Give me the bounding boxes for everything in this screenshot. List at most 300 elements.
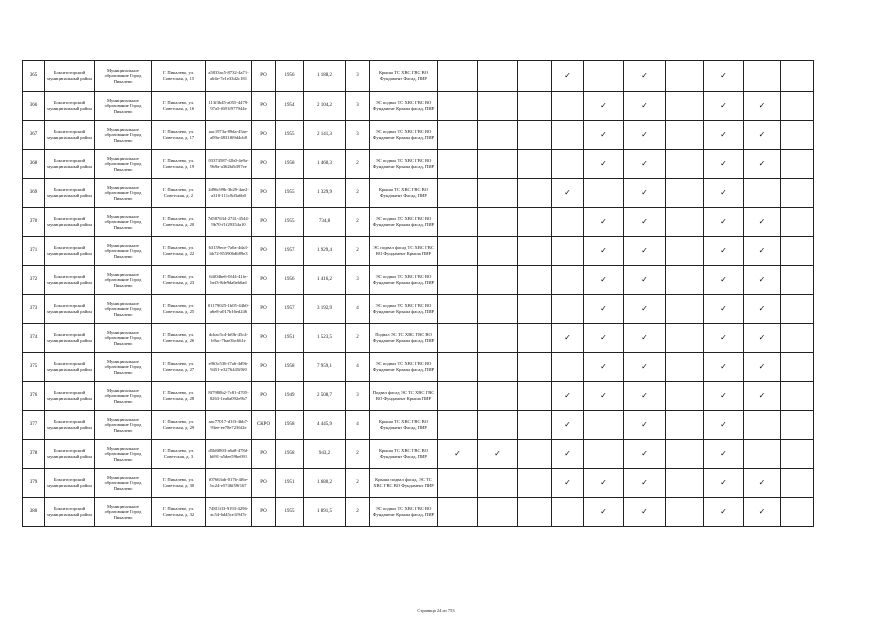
empty-cell bbox=[781, 61, 814, 92]
building-id-cell: 63159ece-7a0a-4da3-bb72-853906d689e3 bbox=[206, 237, 252, 266]
table-row bbox=[23, 295, 814, 324]
building-id-cell: a5833ac5-8732-4a71-a64e-7e1e33d2c181 bbox=[206, 61, 252, 92]
district-cell: Бокситогорский муниципальный район bbox=[45, 266, 95, 295]
empty-cell bbox=[518, 179, 552, 208]
empty-cell bbox=[666, 179, 704, 208]
empty-cell bbox=[584, 61, 624, 92]
works-cell: Крыша ТС ХВС ГВС ВО Фундамент Фасад, ПИР bbox=[370, 411, 438, 440]
row-number: 366 bbox=[23, 92, 45, 121]
check-mark-icon: ✓ bbox=[624, 498, 666, 527]
year-cell: 1956 bbox=[276, 266, 304, 295]
check-mark-icon: ✓ bbox=[584, 295, 624, 324]
empty-cell bbox=[438, 121, 478, 150]
check-mark-icon: ✓ bbox=[704, 266, 744, 295]
ownership-cell: РО bbox=[252, 469, 276, 498]
check-mark-icon: ✓ bbox=[584, 498, 624, 527]
check-mark-icon: ✓ bbox=[584, 208, 624, 237]
settlement-cell: Муниципальное образование Город Пикалево bbox=[95, 353, 152, 382]
empty-cell bbox=[438, 295, 478, 324]
year-cell: 1954 bbox=[276, 92, 304, 121]
table-row bbox=[23, 208, 814, 237]
empty-cell bbox=[438, 266, 478, 295]
empty-cell bbox=[438, 498, 478, 527]
floors-cell: 2 bbox=[346, 440, 370, 469]
check-mark-icon: ✓ bbox=[438, 440, 478, 469]
settlement-cell: Муниципальное образование Город Пикалево bbox=[95, 382, 152, 411]
check-mark-icon: ✓ bbox=[704, 121, 744, 150]
district-cell: Бокситогорский муниципальный район bbox=[45, 92, 95, 121]
works-cell: ЭС подвал ТС ХВС ГВС ВО Фундамент Крыша фасад, ПИР bbox=[370, 121, 438, 150]
empty-cell bbox=[781, 179, 814, 208]
row-number: 368 bbox=[23, 150, 45, 179]
floors-cell: 2 bbox=[346, 324, 370, 353]
table-row bbox=[23, 324, 814, 353]
empty-cell bbox=[552, 150, 584, 179]
floors-cell: 3 bbox=[346, 266, 370, 295]
empty-cell bbox=[518, 469, 552, 498]
year-cell: 1949 bbox=[276, 382, 304, 411]
area-cell: 734,8 bbox=[304, 208, 346, 237]
empty-cell bbox=[518, 324, 552, 353]
check-mark-icon: ✓ bbox=[624, 92, 666, 121]
address-cell: Г. Пикалево, ул. Советская, д. 30 bbox=[152, 469, 206, 498]
table-row bbox=[23, 237, 814, 266]
check-mark-icon: ✓ bbox=[584, 266, 624, 295]
ownership-cell: РО bbox=[252, 324, 276, 353]
empty-cell bbox=[518, 92, 552, 121]
empty-cell bbox=[666, 498, 704, 527]
building-id-cell: 2d96c99b-3b29-4ae2-a310-111c8d3a6b0 bbox=[206, 179, 252, 208]
check-mark-icon: ✓ bbox=[704, 179, 744, 208]
year-cell: 1957 bbox=[276, 295, 304, 324]
page-footer: Страница 24 из 753 bbox=[417, 608, 455, 613]
ownership-cell: РО bbox=[252, 353, 276, 382]
check-mark-icon: ✓ bbox=[744, 295, 781, 324]
table-row bbox=[23, 382, 814, 411]
floors-cell: 2 bbox=[346, 237, 370, 266]
row-number: 380 bbox=[23, 498, 45, 527]
check-mark-icon: ✓ bbox=[624, 150, 666, 179]
check-mark-icon: ✓ bbox=[584, 382, 624, 411]
ownership-cell: РО bbox=[252, 150, 276, 179]
year-cell: 1955 bbox=[276, 498, 304, 527]
works-cell: Подвал фасад ЭС ТС ХВС ГВС ВО Фундамент Крыша ПИР bbox=[370, 382, 438, 411]
year-cell: 1958 bbox=[276, 411, 304, 440]
address-cell: Г. Пикалево, ул. Советская, д. 32 bbox=[152, 498, 206, 527]
check-mark-icon: ✓ bbox=[624, 469, 666, 498]
address-cell: Г. Пикалево, ул. Советская, д. 28 bbox=[152, 382, 206, 411]
row-number: 370 bbox=[23, 208, 45, 237]
empty-cell bbox=[781, 324, 814, 353]
row-number: 376 bbox=[23, 382, 45, 411]
check-mark-icon: ✓ bbox=[584, 324, 624, 353]
works-cell: ЭС подвал ТС ХВС ГВС ВО Фундамент Крыша фасад, ПИР bbox=[370, 266, 438, 295]
district-cell: Бокситогорский муниципальный район bbox=[45, 382, 95, 411]
check-mark-icon: ✓ bbox=[624, 121, 666, 150]
table-row bbox=[23, 92, 814, 121]
check-mark-icon: ✓ bbox=[552, 179, 584, 208]
check-mark-icon: ✓ bbox=[624, 353, 666, 382]
area-cell: 943,2 bbox=[304, 440, 346, 469]
empty-cell bbox=[781, 353, 814, 382]
ownership-cell: РО bbox=[252, 440, 276, 469]
settlement-cell: Муниципальное образование Город Пикалево bbox=[95, 498, 152, 527]
works-cell: Крыша ТС ХВС ГВС ВО Фундамент Фасад, ПИР bbox=[370, 61, 438, 92]
empty-cell bbox=[666, 295, 704, 324]
building-id-cell: 64f04be6-0f44-41fe-bef3-8de9da6eb6ad bbox=[206, 266, 252, 295]
settlement-cell: Муниципальное образование Город Пикалево bbox=[95, 208, 152, 237]
check-mark-icon: ✓ bbox=[744, 324, 781, 353]
empty-cell bbox=[478, 411, 518, 440]
floors-cell: 2 bbox=[346, 179, 370, 208]
empty-cell bbox=[438, 324, 478, 353]
empty-cell bbox=[518, 440, 552, 469]
empty-cell bbox=[666, 353, 704, 382]
empty-cell bbox=[666, 324, 704, 353]
empty-cell bbox=[666, 61, 704, 92]
settlement-cell: Муниципальное образование Город Пикалево bbox=[95, 237, 152, 266]
check-mark-icon: ✓ bbox=[704, 469, 744, 498]
empty-cell bbox=[438, 469, 478, 498]
works-cell: ЭС подвал ТС ХВС ГВС ВО Фундамент Крыша фасад, ПИР bbox=[370, 92, 438, 121]
year-cell: 1951 bbox=[276, 469, 304, 498]
empty-cell bbox=[552, 353, 584, 382]
empty-cell bbox=[518, 150, 552, 179]
empty-cell bbox=[666, 440, 704, 469]
check-mark-icon: ✓ bbox=[624, 61, 666, 92]
empty-cell bbox=[666, 469, 704, 498]
housing-table bbox=[22, 60, 814, 527]
empty-cell bbox=[438, 179, 478, 208]
ownership-cell: РО bbox=[252, 237, 276, 266]
works-cell: Крыша подвал фасад, ЭС ТС ХВС ГВС ВО Фундамент ПИР bbox=[370, 469, 438, 498]
empty-cell bbox=[781, 208, 814, 237]
settlement-cell: Муниципальное образование Город Пикалево bbox=[95, 411, 152, 440]
empty-cell bbox=[438, 382, 478, 411]
works-cell: Крыша ТС ХВС ГВС ВО Фундамент Фасад, ПИР bbox=[370, 179, 438, 208]
table-row bbox=[23, 353, 814, 382]
check-mark-icon: ✓ bbox=[704, 237, 744, 266]
empty-cell bbox=[478, 208, 518, 237]
empty-cell bbox=[478, 92, 518, 121]
empty-cell bbox=[518, 208, 552, 237]
row-number: 374 bbox=[23, 324, 45, 353]
building-id-cell: aac1973a-89da-45ae-a09a-4831f69d4cb8 bbox=[206, 121, 252, 150]
empty-cell bbox=[781, 411, 814, 440]
table-row bbox=[23, 469, 814, 498]
check-mark-icon: ✓ bbox=[478, 440, 518, 469]
area-cell: 1 680,2 bbox=[304, 469, 346, 498]
district-cell: Бокситогорский муниципальный район bbox=[45, 295, 95, 324]
check-mark-icon: ✓ bbox=[744, 469, 781, 498]
check-mark-icon: ✓ bbox=[704, 324, 744, 353]
area-cell: 2 141,3 bbox=[304, 121, 346, 150]
check-mark-icon: ✓ bbox=[584, 237, 624, 266]
works-cell: ЭС подвал фасад ТС ХВС ГВС ВО Фундамент Крыша ПИР bbox=[370, 237, 438, 266]
address-cell: Г. Пикалево, ул. Советская, д. 19 bbox=[152, 150, 206, 179]
year-cell: 1958 bbox=[276, 353, 304, 382]
works-cell: ЭС подвал ТС ХВС ГВС ВО Фундамент Крыша фасад, ПИР bbox=[370, 353, 438, 382]
empty-cell bbox=[744, 411, 781, 440]
address-cell: Г. Пикалево, ул. Советская, д. 17 bbox=[152, 121, 206, 150]
empty-cell bbox=[438, 237, 478, 266]
works-cell: ЭС подвал ТС ХВС ГВС ВО Фундамент Крыша фасад, ПИР bbox=[370, 498, 438, 527]
check-mark-icon: ✓ bbox=[584, 353, 624, 382]
works-cell: ЭС подвал ТС ХВС ГВС ВО Фундамент Крыша фасад, ПИР bbox=[370, 208, 438, 237]
empty-cell bbox=[781, 440, 814, 469]
empty-cell bbox=[666, 411, 704, 440]
check-mark-icon: ✓ bbox=[744, 121, 781, 150]
district-cell: Бокситогорский муниципальный район bbox=[45, 208, 95, 237]
empty-cell bbox=[584, 440, 624, 469]
ownership-cell: РО bbox=[252, 382, 276, 411]
empty-cell bbox=[478, 382, 518, 411]
district-cell: Бокситогорский муниципальный район bbox=[45, 498, 95, 527]
empty-cell bbox=[478, 469, 518, 498]
row-number: 378 bbox=[23, 440, 45, 469]
settlement-cell: Муниципальное образование Город Пикалево bbox=[95, 92, 152, 121]
empty-cell bbox=[584, 411, 624, 440]
row-number: 367 bbox=[23, 121, 45, 150]
table-row bbox=[23, 61, 814, 92]
check-mark-icon: ✓ bbox=[704, 150, 744, 179]
check-mark-icon: ✓ bbox=[624, 295, 666, 324]
check-mark-icon: ✓ bbox=[704, 353, 744, 382]
building-id-cell: aac77017-d1f3-4bb7-93ee-ee78e7236f2e bbox=[206, 411, 252, 440]
check-mark-icon: ✓ bbox=[552, 382, 584, 411]
settlement-cell: Муниципальное образование Город Пикалево bbox=[95, 150, 152, 179]
ownership-cell: РО bbox=[252, 295, 276, 324]
empty-cell bbox=[552, 121, 584, 150]
settlement-cell: Муниципальное образование Город Пикалево bbox=[95, 266, 152, 295]
ownership-cell: РО bbox=[252, 121, 276, 150]
empty-cell bbox=[666, 150, 704, 179]
empty-cell bbox=[744, 179, 781, 208]
settlement-cell: Муниципальное образование Город Пикалево bbox=[95, 179, 152, 208]
empty-cell bbox=[438, 353, 478, 382]
floors-cell: 3 bbox=[346, 382, 370, 411]
district-cell: Бокситогорский муниципальный район bbox=[45, 469, 95, 498]
empty-cell bbox=[666, 237, 704, 266]
floors-cell: 2 bbox=[346, 150, 370, 179]
year-cell: 1958 bbox=[276, 150, 304, 179]
check-mark-icon: ✓ bbox=[744, 498, 781, 527]
empty-cell bbox=[666, 92, 704, 121]
floors-cell: 3 bbox=[346, 92, 370, 121]
empty-cell bbox=[781, 469, 814, 498]
address-cell: Г. Пикалево, ул. Советская, д. 15 bbox=[152, 61, 206, 92]
empty-cell bbox=[781, 237, 814, 266]
table-row bbox=[23, 121, 814, 150]
area-cell: 1 329,9 bbox=[304, 179, 346, 208]
floors-cell: 4 bbox=[346, 411, 370, 440]
district-cell: Бокситогорский муниципальный район bbox=[45, 353, 95, 382]
empty-cell bbox=[552, 266, 584, 295]
empty-cell bbox=[478, 237, 518, 266]
empty-cell bbox=[478, 324, 518, 353]
empty-cell bbox=[438, 208, 478, 237]
table-row bbox=[23, 440, 814, 469]
empty-cell bbox=[552, 208, 584, 237]
building-id-cell: 74811ff3-9193-4296-ac54-6d45ce1f947e bbox=[206, 498, 252, 527]
row-number: 375 bbox=[23, 353, 45, 382]
area-cell: 4 445,9 bbox=[304, 411, 346, 440]
ownership-cell: РО bbox=[252, 179, 276, 208]
floors-cell: 3 bbox=[346, 61, 370, 92]
check-mark-icon: ✓ bbox=[744, 150, 781, 179]
district-cell: Бокситогорский муниципальный район bbox=[45, 179, 95, 208]
area-cell: 2 104,2 bbox=[304, 92, 346, 121]
address-cell: Г. Пикалево, ул. Советская, д. 2 bbox=[152, 179, 206, 208]
empty-cell bbox=[518, 121, 552, 150]
row-number: 372 bbox=[23, 266, 45, 295]
district-cell: Бокситогорский муниципальный район bbox=[45, 150, 95, 179]
empty-cell bbox=[478, 61, 518, 92]
check-mark-icon: ✓ bbox=[704, 61, 744, 92]
empty-cell bbox=[666, 382, 704, 411]
empty-cell bbox=[552, 237, 584, 266]
check-mark-icon: ✓ bbox=[552, 469, 584, 498]
check-mark-icon: ✓ bbox=[744, 208, 781, 237]
settlement-cell: Муниципальное образование Город Пикалево bbox=[95, 295, 152, 324]
district-cell: Бокситогорский муниципальный район bbox=[45, 440, 95, 469]
area-cell: 1 891,5 bbox=[304, 498, 346, 527]
floors-cell: 2 bbox=[346, 469, 370, 498]
row-number: 377 bbox=[23, 411, 45, 440]
ownership-cell: РО bbox=[252, 266, 276, 295]
empty-cell bbox=[518, 295, 552, 324]
building-id-cell: 8f7980b2-7c81-4705-8263-1ea6a092e9b7 bbox=[206, 382, 252, 411]
empty-cell bbox=[518, 237, 552, 266]
empty-cell bbox=[518, 61, 552, 92]
row-number: 371 bbox=[23, 237, 45, 266]
check-mark-icon: ✓ bbox=[552, 411, 584, 440]
district-cell: Бокситогорский муниципальный район bbox=[45, 237, 95, 266]
check-mark-icon: ✓ bbox=[704, 440, 744, 469]
table-row bbox=[23, 266, 814, 295]
area-cell: 1 188,2 bbox=[304, 61, 346, 92]
check-mark-icon: ✓ bbox=[552, 440, 584, 469]
empty-cell bbox=[478, 498, 518, 527]
address-cell: Г. Пикалево, ул. Советская, д. 3 bbox=[152, 440, 206, 469]
empty-cell bbox=[552, 92, 584, 121]
address-cell: Г. Пикалево, ул. Советская, д. 27 bbox=[152, 353, 206, 382]
year-cell: 1955 bbox=[276, 179, 304, 208]
building-id-cell: dcbac5c4-bf0b-45c4-b9ac-7bae3bc661e bbox=[206, 324, 252, 353]
check-mark-icon: ✓ bbox=[624, 440, 666, 469]
empty-cell bbox=[478, 295, 518, 324]
empty-cell bbox=[666, 208, 704, 237]
empty-cell bbox=[666, 266, 704, 295]
empty-cell bbox=[478, 121, 518, 150]
check-mark-icon: ✓ bbox=[552, 61, 584, 92]
check-mark-icon: ✓ bbox=[704, 208, 744, 237]
settlement-cell: Муниципальное образование Город Пикалево bbox=[95, 121, 152, 150]
building-id-cell: 113f3b45-a055-4479-97a5-f691f977944e bbox=[206, 92, 252, 121]
check-mark-icon: ✓ bbox=[624, 208, 666, 237]
floors-cell: 2 bbox=[346, 498, 370, 527]
district-cell: Бокситогорский муниципальный район bbox=[45, 324, 95, 353]
row-number: 379 bbox=[23, 469, 45, 498]
empty-cell bbox=[666, 121, 704, 150]
settlement-cell: Муниципальное образование Город Пикалево bbox=[95, 324, 152, 353]
check-mark-icon: ✓ bbox=[584, 92, 624, 121]
settlement-cell: Муниципальное образование Город Пикалево bbox=[95, 61, 152, 92]
area-cell: 3 192,9 bbox=[304, 295, 346, 324]
works-cell: Крыша ТС ХВС ГВС ВО Фундамент Фасад, ПИР bbox=[370, 440, 438, 469]
empty-cell bbox=[744, 440, 781, 469]
empty-cell bbox=[781, 150, 814, 179]
address-cell: Г. Пикалево, ул. Советская, д. 20 bbox=[152, 208, 206, 237]
row-number: 373 bbox=[23, 295, 45, 324]
check-mark-icon: ✓ bbox=[744, 353, 781, 382]
check-mark-icon: ✓ bbox=[704, 498, 744, 527]
floors-cell: 4 bbox=[346, 353, 370, 382]
check-mark-icon: ✓ bbox=[624, 324, 666, 353]
table-row bbox=[23, 498, 814, 527]
check-mark-icon: ✓ bbox=[624, 411, 666, 440]
area-cell: 1 416,2 bbox=[304, 266, 346, 295]
address-cell: Г. Пикалево, ул. Советская, д. 29 bbox=[152, 411, 206, 440]
district-cell: Бокситогорский муниципальный район bbox=[45, 121, 95, 150]
area-cell: 2 508,7 bbox=[304, 382, 346, 411]
table-row bbox=[23, 179, 814, 208]
empty-cell bbox=[781, 498, 814, 527]
empty-cell bbox=[584, 179, 624, 208]
empty-cell bbox=[478, 179, 518, 208]
empty-cell bbox=[478, 353, 518, 382]
empty-cell bbox=[781, 92, 814, 121]
check-mark-icon: ✓ bbox=[744, 237, 781, 266]
area-cell: 1 929,4 bbox=[304, 237, 346, 266]
year-cell: 1955 bbox=[276, 121, 304, 150]
check-mark-icon: ✓ bbox=[704, 382, 744, 411]
address-cell: Г. Пикалево, ул. Советская, д. 25 bbox=[152, 295, 206, 324]
check-mark-icon: ✓ bbox=[624, 179, 666, 208]
ownership-cell: РО bbox=[252, 61, 276, 92]
empty-cell bbox=[438, 411, 478, 440]
ownership-cell: РО bbox=[252, 92, 276, 121]
settlement-cell: Муниципальное образование Город Пикалево bbox=[95, 469, 152, 498]
building-id-cell: e963c536-f7a6-4d9b-9451-e3276445f0f0 bbox=[206, 353, 252, 382]
building-id-cell: f07663ab-017b-4f6e-bc24-e5746f59f167 bbox=[206, 469, 252, 498]
empty-cell bbox=[552, 295, 584, 324]
empty-cell bbox=[518, 353, 552, 382]
empty-cell bbox=[518, 498, 552, 527]
address-cell: Г. Пикалево, ул. Советская, д. 26 bbox=[152, 324, 206, 353]
check-mark-icon: ✓ bbox=[584, 150, 624, 179]
check-mark-icon: ✓ bbox=[552, 324, 584, 353]
ownership-cell: РО bbox=[252, 208, 276, 237]
empty-cell bbox=[438, 92, 478, 121]
empty-cell bbox=[518, 382, 552, 411]
ownership-cell: РО bbox=[252, 498, 276, 527]
area-cell: 1 460,3 bbox=[304, 150, 346, 179]
building-id-cell: d5b8f803-a6a8-478d-b691-a5dee59be091 bbox=[206, 440, 252, 469]
check-mark-icon: ✓ bbox=[744, 92, 781, 121]
address-cell: Г. Пикалево, ул. Советская, д. 23 bbox=[152, 266, 206, 295]
building-id-cell: 03374587-f2b0-4e9a-9b9a-a362bfb397ee bbox=[206, 150, 252, 179]
floors-cell: 2 bbox=[346, 208, 370, 237]
works-cell: ЭС подвал ТС ХВС ГВС ВО Фундамент Крыша фасад, ПИР bbox=[370, 150, 438, 179]
check-mark-icon: ✓ bbox=[584, 121, 624, 150]
district-cell: Бокситогорский муниципальный район bbox=[45, 61, 95, 92]
works-cell: Подвал ЭС ТС ХВС ГВС ВО Фундамент Крыша фасад, ПИР bbox=[370, 324, 438, 353]
empty-cell bbox=[438, 61, 478, 92]
check-mark-icon: ✓ bbox=[744, 382, 781, 411]
year-cell: 1956 bbox=[276, 61, 304, 92]
floors-cell: 4 bbox=[346, 295, 370, 324]
